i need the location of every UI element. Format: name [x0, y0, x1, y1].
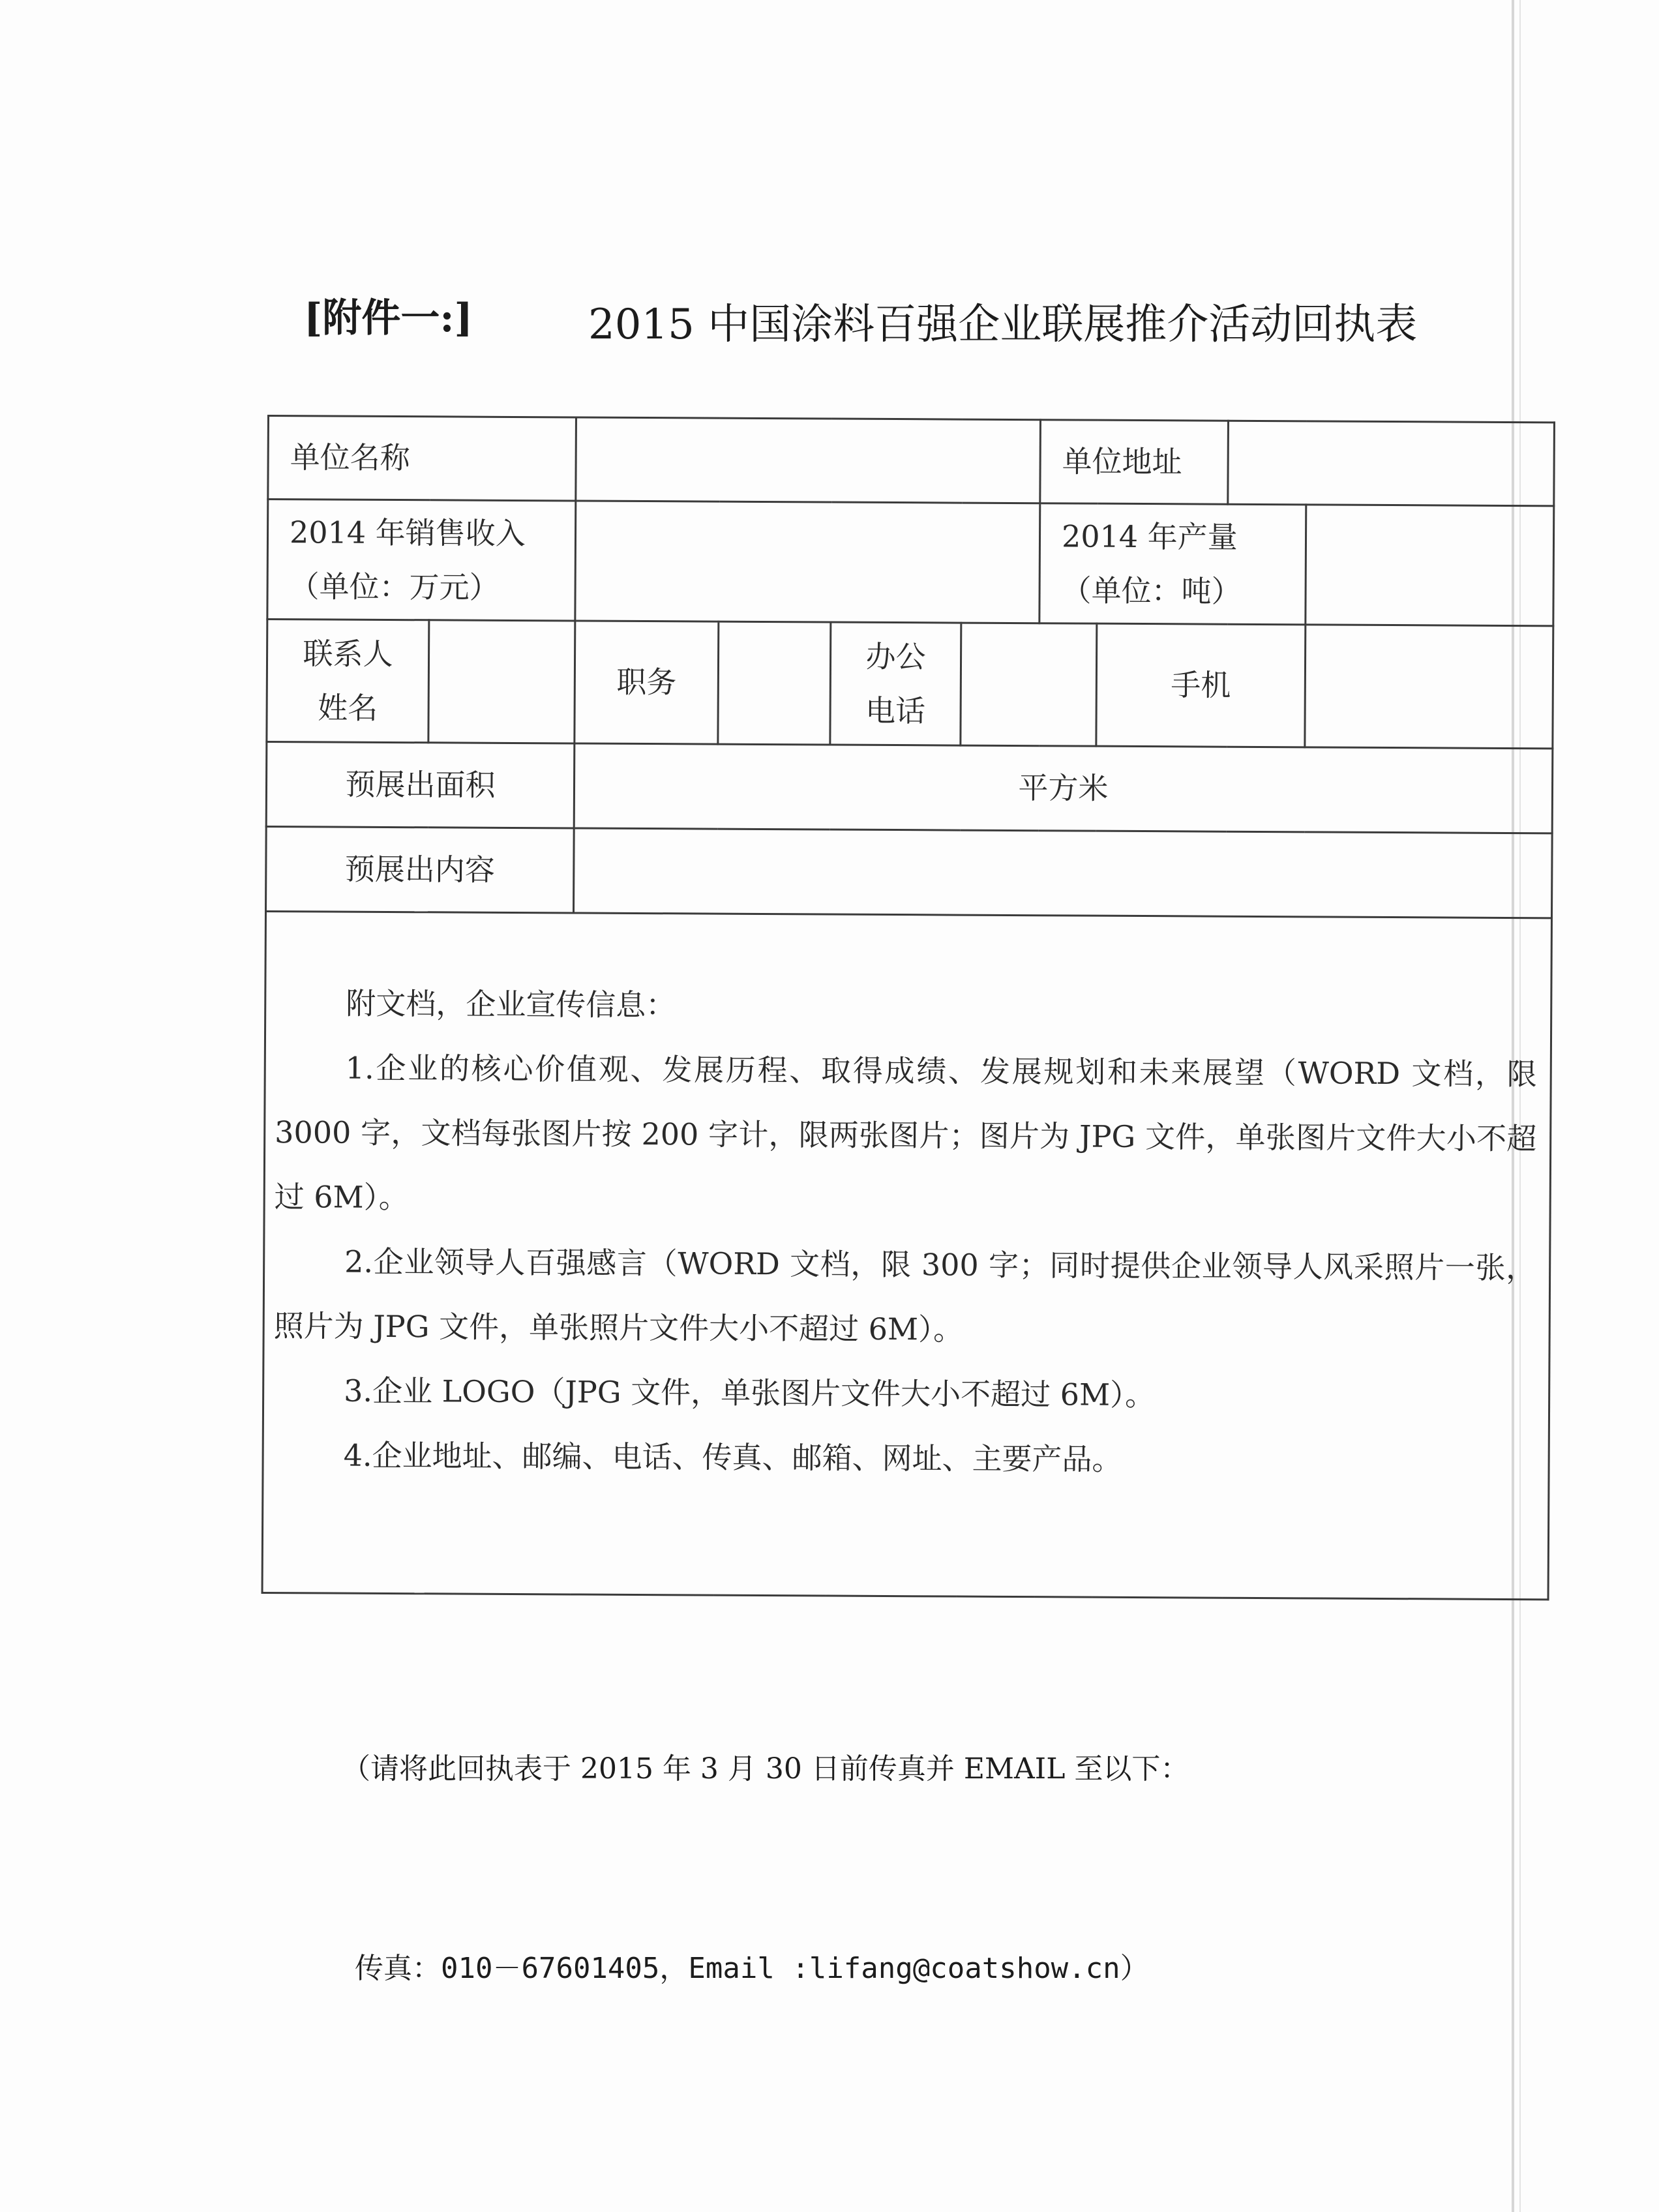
company-name-field[interactable]	[576, 417, 1041, 503]
annual-output-field[interactable]	[1306, 505, 1554, 626]
position-field[interactable]	[718, 621, 831, 745]
exhibit-area-field[interactable]	[574, 743, 1553, 833]
promo-info-intro: 附文档，企业宣传信息：	[346, 985, 676, 1023]
company-address-field[interactable]	[1228, 421, 1555, 506]
sales-revenue-field[interactable]	[575, 501, 1040, 623]
submission-note	[342, 1603, 1189, 2069]
company-name-label: 单位名称	[268, 416, 576, 501]
mobile-label: 手机	[1096, 623, 1306, 747]
form-row-contact	[267, 620, 1553, 749]
exhibit-content-label: 预展出内容	[266, 826, 575, 912]
form-row-figures	[267, 500, 1554, 626]
promo-info-item: 4.企业地址、邮编、电话、传真、邮箱、网址、主要产品。	[343, 1437, 1122, 1477]
position-label: 职务	[575, 621, 719, 744]
office-phone-label: 办公 电话	[830, 622, 961, 745]
sales-revenue-label: 2014 年销售收入 （单位：万元）	[267, 500, 576, 621]
exhibit-area-label: 预展出面积	[266, 742, 575, 828]
exhibit-content-field[interactable]	[574, 828, 1553, 918]
promo-info-item: 1.企业的核心价值观、发展历程、取得成绩、发展规划和未来展望（WORD 文档，限 3000 字，文档每张图片按 200 字计，限两张图片；图片为 JPG 文件，单张图片文件大小不超过 6M）。	[274, 1050, 1547, 1216]
registration-form-table	[262, 415, 1555, 1600]
contact-name-field[interactable]	[428, 620, 575, 743]
contact-name-label: 联系人 姓名	[267, 620, 429, 743]
form-row-content	[266, 826, 1553, 918]
form-row-company	[268, 416, 1555, 506]
contact-fax-email-text: 传真：010－67601405，Email :lifang@coatshow.cn）	[355, 1952, 1149, 1985]
company-address-label: 单位地址	[1040, 420, 1229, 505]
form-row-info	[262, 911, 1551, 1599]
submission-deadline-text: （请将此回执表于 2015 年 3 月 30 日前传真并 EMAIL 至以下：	[342, 1752, 1189, 1786]
office-phone-field[interactable]	[961, 623, 1097, 746]
promo-info-section	[262, 911, 1551, 1599]
attachment-label: [附件一:]	[304, 295, 473, 341]
area-unit-text: 平方米	[1018, 770, 1109, 806]
mobile-field[interactable]	[1305, 625, 1553, 749]
form-row-area	[266, 742, 1553, 833]
promo-info-item: 3.企业 LOGO（JPG 文件，单张图片文件大小不超过 6M）。	[344, 1373, 1156, 1413]
form-title: 2015 中国涂料百强企业联展推介活动回执表	[588, 301, 1418, 349]
promo-info-item: 2.企业领导人百强感言（WORD 文档，限 300 字；同时提供企业领导人风采照片一张，照片为 JPG 文件，单张照片文件大小不超过 6M）。	[273, 1244, 1536, 1347]
annual-output-label: 2014 年产量 （单位：吨）	[1039, 503, 1306, 625]
